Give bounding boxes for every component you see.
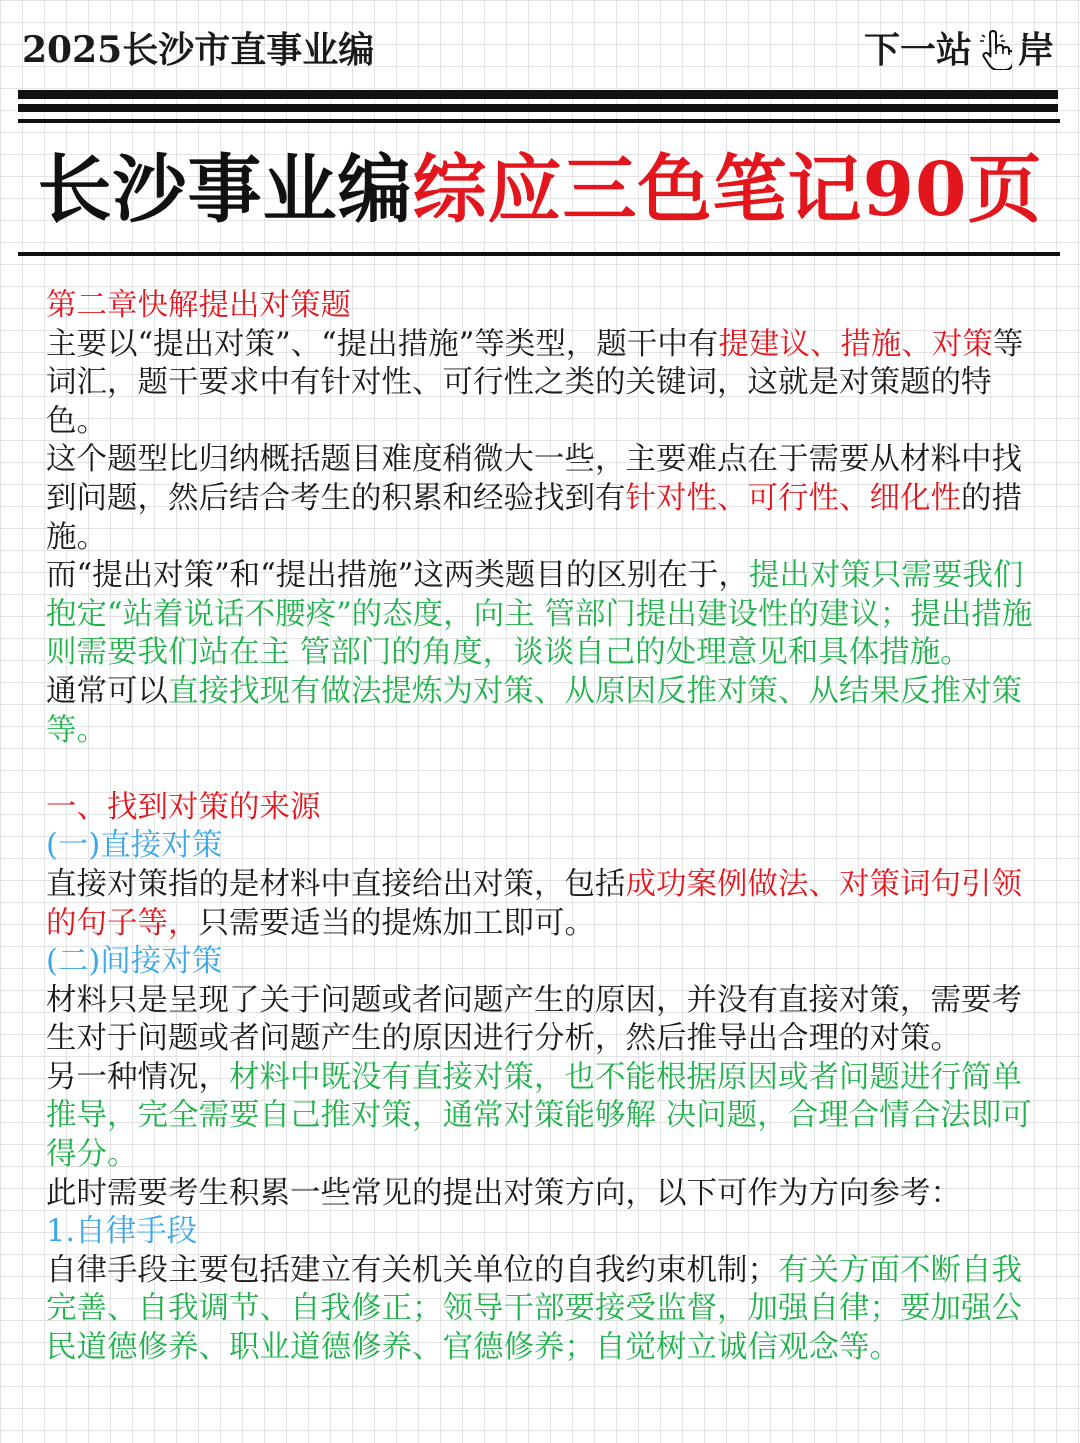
- pointing-hand-icon: [978, 30, 1012, 70]
- header-tagline: [864, 26, 1054, 74]
- header-divider-bottom: [18, 104, 1058, 112]
- paragraph-difficulty: [46, 441, 1046, 557]
- header-divider-top: [18, 90, 1058, 99]
- tagline-text-before: 下一站: [863, 29, 972, 71]
- page-title: [0, 142, 1080, 238]
- highlight-green: 材料中既没有直接对策，也不能根据原因或者问题进行简单推导，完全需要自己推对策，通常对策能够解 决问题，合理合情合法即可得分。: [46, 1059, 1032, 1173]
- header-title: 2025长沙市直事业编: [22, 29, 375, 71]
- paragraph-difference: [46, 557, 1046, 673]
- highlight-red: 成功案例做法、对策词句引领的句子等，: [46, 866, 1022, 941]
- text-span: 而“提出对策”和“提出措施”这两类题目的区别在于，: [46, 558, 749, 594]
- chapter-heading: 第二章快解提出对策题: [46, 288, 351, 323]
- notes-body: [46, 287, 1046, 1368]
- text-span: 的措施。: [46, 480, 1022, 555]
- text-span: 主要以“提出对策”、“提出措施”等类型，题干中有: [46, 326, 719, 362]
- text-span: 通常可以: [46, 673, 168, 709]
- text-span: 直接对策指的是材料中直接给出对策，包括: [46, 866, 626, 902]
- spacer: [46, 750, 1046, 789]
- paragraph-directions: 此时需要考生积累一些常见的提出对策方向，以下可作为方向参考：: [46, 1175, 961, 1211]
- subheading-direct: (一)直接对策: [46, 828, 223, 864]
- highlight-green: 有关方面不断自我完善、自我调节、自我修正；领导干部要接受监督，加强自律；要加强公民道德修养、职业道德修养、官德修养；自觉树立诚信观念等。: [46, 1252, 1022, 1366]
- paragraph-indirect: 材料只是呈现了关于问题或者问题产生的原因，并没有直接对策，需要考生对于问题或者问题产生的原因进行分析，然后推导出合理的对策。: [46, 982, 1022, 1057]
- title-red-part: 综应三色笔记90页: [412, 147, 1043, 233]
- tagline-text-after: 岸: [1017, 29, 1054, 71]
- subheading-indirect: (二)间接对策: [46, 944, 223, 980]
- text-span: 等词汇，题干要求中有针对性、可行性之类的关键词，这就是对策题的特色。: [46, 326, 1024, 439]
- highlight-green: 直接找现有做法提炼为对策、从原因反推对策、从结果反推对策等。: [46, 673, 1022, 748]
- text-span: 自律手段主要包括建立有关机关单位的自我约束机制；: [46, 1252, 778, 1288]
- highlight-green: 提出对策只需要我们抱定“站着说话不腰疼”的态度，向主 管部门提出建设性的建议；提出措施则需要我们站在主 管部门的角度，谈谈自己的处理意见和具体措施。: [46, 558, 1033, 671]
- paragraph-question-types: [46, 326, 1046, 442]
- title-rule-bottom: [18, 252, 1060, 256]
- text-span: 这个题型比归纳概括题目难度稍微大一些，主要难点在于需要从材料中找到问题，然后结合考生的积累和经验找到有: [46, 442, 1022, 516]
- highlight-red: 提建议、措施、对策: [718, 326, 993, 362]
- title-black-part: 长沙事业编: [37, 147, 413, 233]
- paragraph-other-case: [46, 1059, 1046, 1175]
- title-rule-top: [18, 119, 1060, 123]
- text-span: 另一种情况，: [46, 1059, 229, 1095]
- paragraph-self-discipline: [46, 1252, 1046, 1368]
- text-span: 只需要适当的提炼加工即可。: [198, 905, 595, 941]
- section-heading-sources: 一、找到对策的来源: [46, 789, 321, 825]
- highlight-red: 针对性、可行性、细化性: [625, 480, 961, 516]
- subheading-self-discipline: 1.自律手段: [46, 1214, 198, 1250]
- paragraph-methods: [46, 673, 1046, 750]
- paragraph-direct: [46, 866, 1046, 943]
